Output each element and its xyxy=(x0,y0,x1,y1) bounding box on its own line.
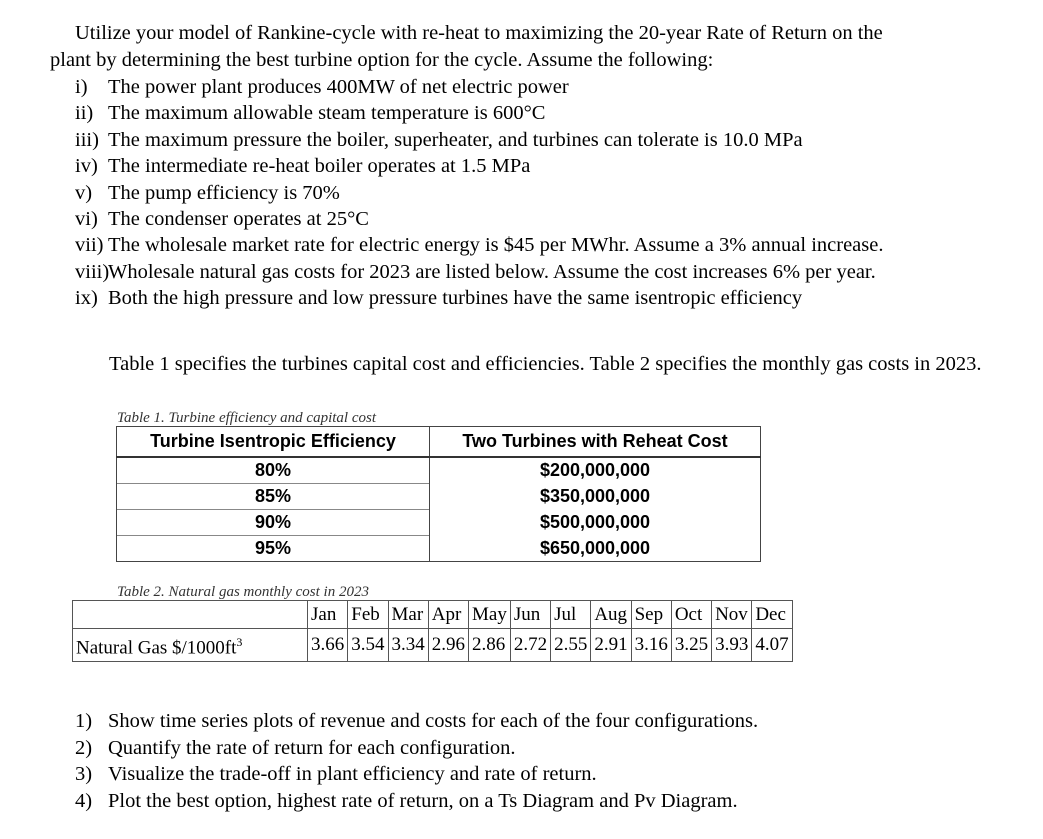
table2-caption: Table 2. Natural gas monthly cost in 2023 xyxy=(117,584,369,600)
empty-header-cell xyxy=(73,601,308,629)
month-header: Dec xyxy=(752,601,792,629)
month-header: Aug xyxy=(591,601,631,629)
question-item: 1) Show time series plots of revenue and costs for each of the four configurations. xyxy=(75,710,759,732)
gas-cost-table xyxy=(72,600,793,662)
month-header: Apr xyxy=(428,601,468,629)
price-cell: 3.66 xyxy=(308,629,348,662)
price-cell: 3.16 xyxy=(631,629,671,662)
questions-list xyxy=(75,708,758,814)
column-header: Two Turbines with Reheat Cost xyxy=(430,427,761,458)
table-row xyxy=(117,536,761,562)
question-item: 3) Visualize the trade-off in plant efficiency and rate of return. xyxy=(75,763,597,785)
month-header: Feb xyxy=(348,601,388,629)
month-header: Oct xyxy=(671,601,711,629)
assumption-item: ix) Both the high pressure and low pressure turbines have the same isentropic efficiency xyxy=(75,287,803,310)
efficiency-cell: 90% xyxy=(117,510,430,536)
question-item: 4) Plot the best option, highest rate of return, on a Ts Diagram and Pv Diagram. xyxy=(75,789,738,812)
assumption-item: vi) The condenser operates at 25°C xyxy=(75,208,369,231)
month-header: Nov xyxy=(712,601,752,629)
assumption-item: iv) The intermediate re-heat boiler operates at 1.5 MPa xyxy=(75,155,531,178)
assumption-item: i) The power plant produces 400MW of net electric power xyxy=(75,76,569,98)
price-cell: 2.72 xyxy=(510,629,550,662)
efficiency-cell: 80% xyxy=(117,457,430,484)
price-cell: 3.93 xyxy=(712,629,752,662)
month-header-row xyxy=(73,601,793,629)
month-header: Jul xyxy=(551,601,591,629)
month-header: May xyxy=(469,601,511,629)
price-cell: 3.25 xyxy=(671,629,711,662)
gas-price-row xyxy=(73,629,793,662)
price-cell: 2.55 xyxy=(551,629,591,662)
cost-cell: $500,000,000 xyxy=(430,510,761,536)
row-label: Natural Gas $\$/1000ft^3$ xyxy=(73,629,308,662)
assumption-item: viii)Wholesale natural gas costs for 2023 are listed below. Assume the cost increases 6% per year. xyxy=(75,260,876,283)
month-header: Sep xyxy=(631,601,671,629)
month-header: Jan xyxy=(308,601,348,629)
table-header-row xyxy=(117,427,761,458)
efficiency-cell: 85% xyxy=(117,484,430,510)
price-cell: 4.07 xyxy=(752,629,792,662)
cost-cell: $350,000,000 xyxy=(430,484,761,510)
assumption-item: iii) The maximum pressure the boiler, superheater, and turbines can tolerate is 10.0 MPa xyxy=(75,128,803,151)
table-row xyxy=(117,510,761,536)
price-cell: 2.96 xyxy=(428,629,468,662)
month-header: Mar xyxy=(388,601,428,629)
cost-cell: $200,000,000 xyxy=(430,457,761,484)
question-item: 2) Quantify the rate of return for each configuration. xyxy=(75,736,516,759)
assumption-item: v) The pump efficiency is 70% xyxy=(75,181,340,204)
efficiency-cell: 95% xyxy=(117,536,430,562)
column-header: Turbine Isentropic Efficiency xyxy=(117,427,430,458)
price-cell: 2.86 xyxy=(469,629,511,662)
price-cell: 2.91 xyxy=(591,629,631,662)
table-row xyxy=(117,457,761,484)
table-row xyxy=(117,484,761,510)
intro-line-2: plant by determining the best turbine option for the cycle. Assume the following: xyxy=(50,49,714,71)
intro-paragraph xyxy=(50,20,1010,74)
assumption-item: vii) The wholesale market rate for electric energy is $45 per MWhr. Assume a 3% annual increase. xyxy=(75,234,884,257)
assumption-item: ii) The maximum allowable steam temperature is 600°C xyxy=(75,102,546,125)
assumptions-list xyxy=(75,74,883,312)
month-header: Jun xyxy=(510,601,550,629)
tables-intro-paragraph: Table 1 specifies the turbines capital cost and efficiencies. Table 2 specifies the monthly gas costs in 2023. xyxy=(109,352,982,375)
price-cell: 3.34 xyxy=(388,629,428,662)
price-cell: 3.54 xyxy=(348,629,388,662)
cost-cell: $650,000,000 xyxy=(430,536,761,562)
intro-line-1: Utilize your model of Rankine-cycle with re-heat to maximizing the 20-year Rate of Return on the xyxy=(75,22,883,44)
table1-caption: Table 1. Turbine efficiency and capital cost xyxy=(117,410,376,426)
turbine-cost-table xyxy=(116,426,761,562)
